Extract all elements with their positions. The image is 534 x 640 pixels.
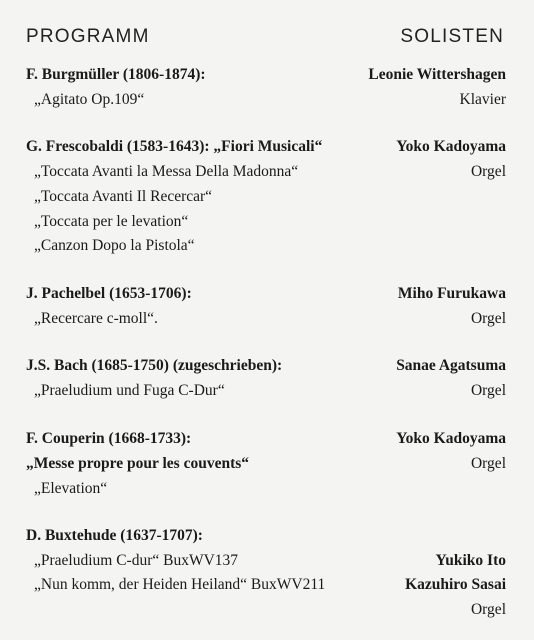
work-pachelbel-1: „Recercare c-moll“.: [34, 310, 158, 327]
composer-buxtehude: D. Buxtehude (1637-1707):: [26, 527, 203, 544]
soloist-burgmueller: Leonie Wittershagen: [368, 66, 506, 83]
work-buxtehude-2: „Nun komm, der Heiden Heiland“ BuxWV211: [34, 576, 326, 593]
composer-pachelbel: J. Pachelbel (1653-1706):: [26, 285, 192, 302]
work-frescobaldi-4: „Canzon Dopo la Pistola“: [34, 237, 195, 254]
program-heading: PROGRAMM: [26, 26, 150, 47]
instrument-frescobaldi: Orgel: [470, 163, 506, 180]
instrument-pachelbel: Orgel: [470, 310, 506, 327]
instrument-burgmueller: Klavier: [459, 91, 506, 108]
composer-couperin: F. Couperin (1668-1733):: [26, 430, 192, 447]
composer-burgmueller: F. Burgmüller (1806-1874):: [26, 66, 206, 83]
composer-bach: J.S. Bach (1685-1750) (zugeschrieben):: [26, 357, 283, 374]
soloist-couperin: Yoko Kadoyama: [396, 430, 506, 447]
work-frescobaldi-1: „Toccata Avanti la Messa Della Madonna“: [34, 163, 299, 180]
work-buxtehude-1: „Praeludium C-dur“ BuxWV137: [34, 552, 239, 569]
instrument-buxtehude: Orgel: [470, 601, 506, 618]
subtitle-couperin: „Messe propre pour les couvents“: [26, 455, 250, 472]
soloist-pachelbel: Miho Furukawa: [397, 285, 506, 302]
instrument-couperin: Orgel: [470, 455, 506, 472]
soloist-buxtehude-2: Kazuhiro Sasai: [405, 576, 506, 593]
composer-frescobaldi: G. Frescobaldi (1583-1643): „Fiori Musicali“: [26, 138, 323, 155]
soloists-heading: SOLISTEN: [400, 26, 504, 47]
work-burgmueller-1: „Agitato Op.109“: [34, 91, 145, 108]
work-frescobaldi-3: „Toccata per le levation“: [34, 213, 189, 230]
work-bach-1: „Praeludium und Fuga C-Dur“: [34, 382, 225, 399]
work-couperin-1: „Elevation“: [34, 480, 108, 497]
work-frescobaldi-2: „Toccata Avanti Il Recercar“: [34, 188, 213, 205]
soloist-bach: Sanae Agatsuma: [396, 357, 506, 374]
soloist-frescobaldi: Yoko Kadoyama: [396, 138, 506, 155]
soloist-buxtehude-1: Yukiko Ito: [435, 552, 506, 569]
instrument-bach: Orgel: [470, 382, 506, 399]
